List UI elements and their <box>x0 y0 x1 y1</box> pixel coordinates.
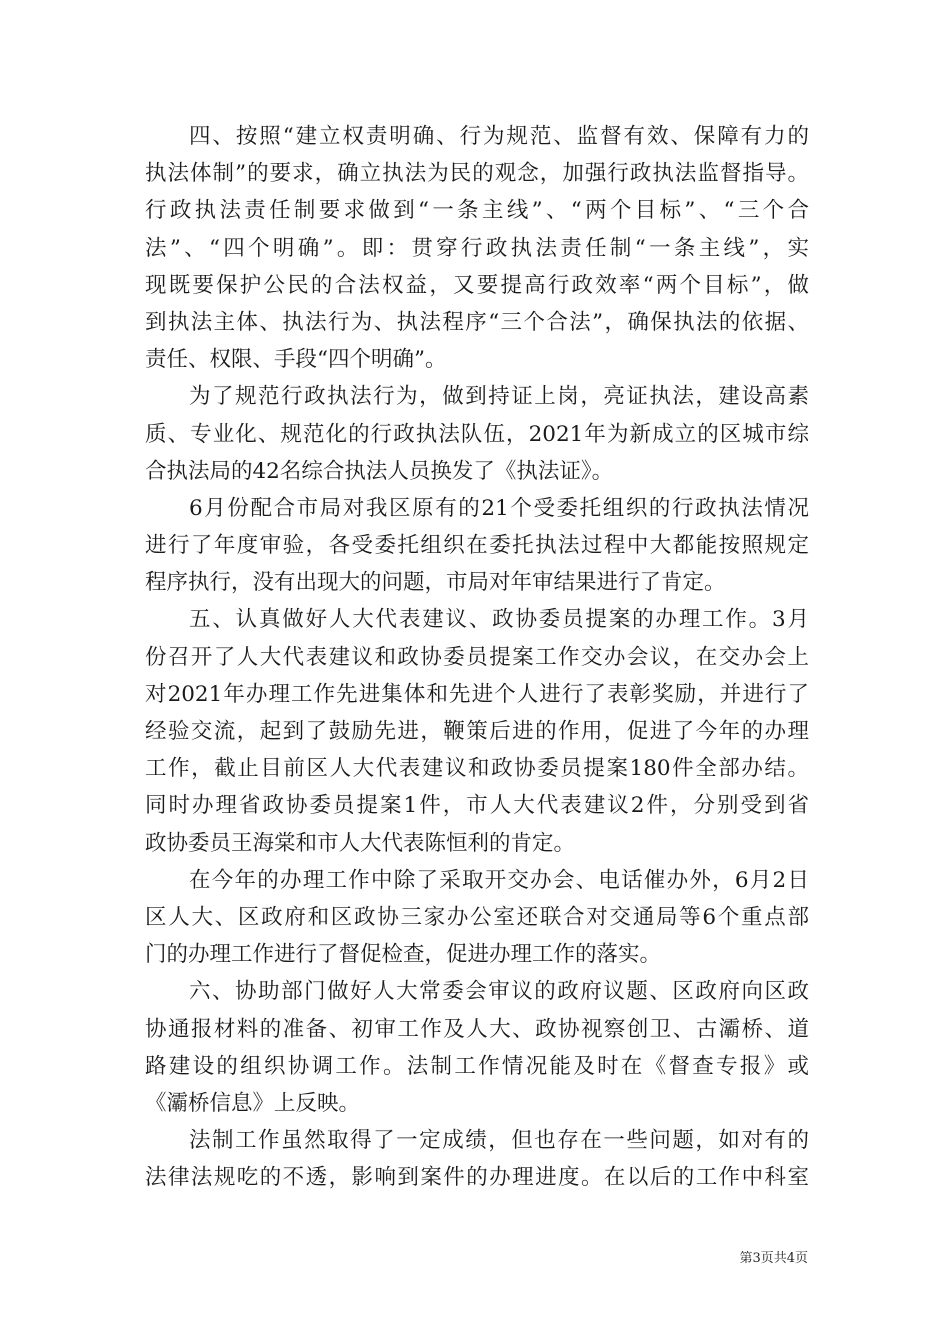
text-line: 《灞桥信息》上反映。 <box>145 1090 361 1116</box>
text-line: 六、协助部门做好人大常委会审议的政府议题、区政府向区政 <box>189 979 809 1005</box>
paragraph <box>145 862 809 974</box>
text-line: 政协委员王海棠和市人大代表陈恒利的肯定。 <box>145 830 576 856</box>
text-line: 行政执法责任制要求做到“一条主线”、“两个目标”、“三个合 <box>145 198 809 224</box>
page-number: 第3页共4页 <box>739 1251 808 1266</box>
text-line: 现既要保护公民的合法权益，又要提高行政效率“两个目标”，做 <box>145 272 809 298</box>
text-line: 同时办理省政协委员提案1件，市人大代表建议2件，分别受到省 <box>145 793 809 819</box>
text-line: 为了规范行政执法行为，做到持证上岗，亮证执法，建设高素 <box>189 384 809 410</box>
paragraph <box>145 973 809 1122</box>
text-line: 执法体制”的要求，确立执法为民的观念，加强行政执法监督指导。 <box>145 161 809 187</box>
text-line: 工作，截止目前区人大代表建议和政协委员提案180件全部办结。 <box>145 756 809 782</box>
text-line: 协通报材料的准备、初审工作及人大、政协视察创卫、古灞桥、道 <box>145 1016 809 1042</box>
text-line: 法制工作虽然取得了一定成绩，但也存在一些问题，如对有的 <box>189 1128 809 1154</box>
text-line: 法律法规吃的不透，影响到案件的办理进度。在以后的工作中科室 <box>145 1165 809 1191</box>
text-line: 路建设的组织协调工作。法制工作情况能及时在《督查专报》或 <box>145 1053 809 1079</box>
paragraph <box>145 118 809 378</box>
text-line: 法”、“四个明确”。即：贯穿行政执法责任制“一条主线”，实 <box>145 235 809 261</box>
paragraph <box>145 601 809 861</box>
text-line: 四、按照“建立权责明确、行为规范、监督有效、保障有力的 <box>189 124 809 149</box>
paragraph <box>145 490 809 602</box>
document-body <box>145 118 809 1196</box>
text-line: 经验交流，起到了鼓励先进，鞭策后进的作用，促进了今年的办理 <box>145 719 809 744</box>
paragraph <box>145 378 809 490</box>
text-line: 到执法主体、执法行为、执法程序“三个合法”，确保执法的依据、 <box>145 309 809 335</box>
text-line: 在今年的办理工作中除了采取开交办会、电话催办外，6月2日 <box>189 867 809 893</box>
text-line: 门的办理工作进行了督促检查，促进办理工作的落实。 <box>145 942 662 968</box>
text-line: 质、专业化、规范化的行政执法队伍，2021年为新成立的区城市综 <box>145 421 809 447</box>
text-line: 进行了年度审验，各受委托组织在委托执法过程中大都能按照规定 <box>145 533 809 559</box>
text-line: 程序执行，没有出现大的问题，市局对年审结果进行了肯定。 <box>145 570 726 596</box>
text-line: 合执法局的42名综合执法人员换发了《执法证》。 <box>145 458 614 484</box>
text-line: 份召开了人大代表建议和政协委员提案工作交办会议，在交办会上 <box>145 644 809 670</box>
text-line: 五、认真做好人大代表建议、政协委员提案的办理工作。3月 <box>189 607 809 633</box>
text-line: 6月份配合市局对我区原有的21个受委托组织的行政执法情况 <box>189 495 809 521</box>
text-line: 对2021年办理工作先进集体和先进个人进行了表彰奖励，并进行了 <box>145 681 809 707</box>
paragraph <box>145 1122 809 1196</box>
text-line: 责任、权限、手段“四个明确”。 <box>145 347 447 373</box>
text-line: 区人大、区政府和区政协三家办公室还联合对交通局等6个重点部 <box>145 904 809 930</box>
